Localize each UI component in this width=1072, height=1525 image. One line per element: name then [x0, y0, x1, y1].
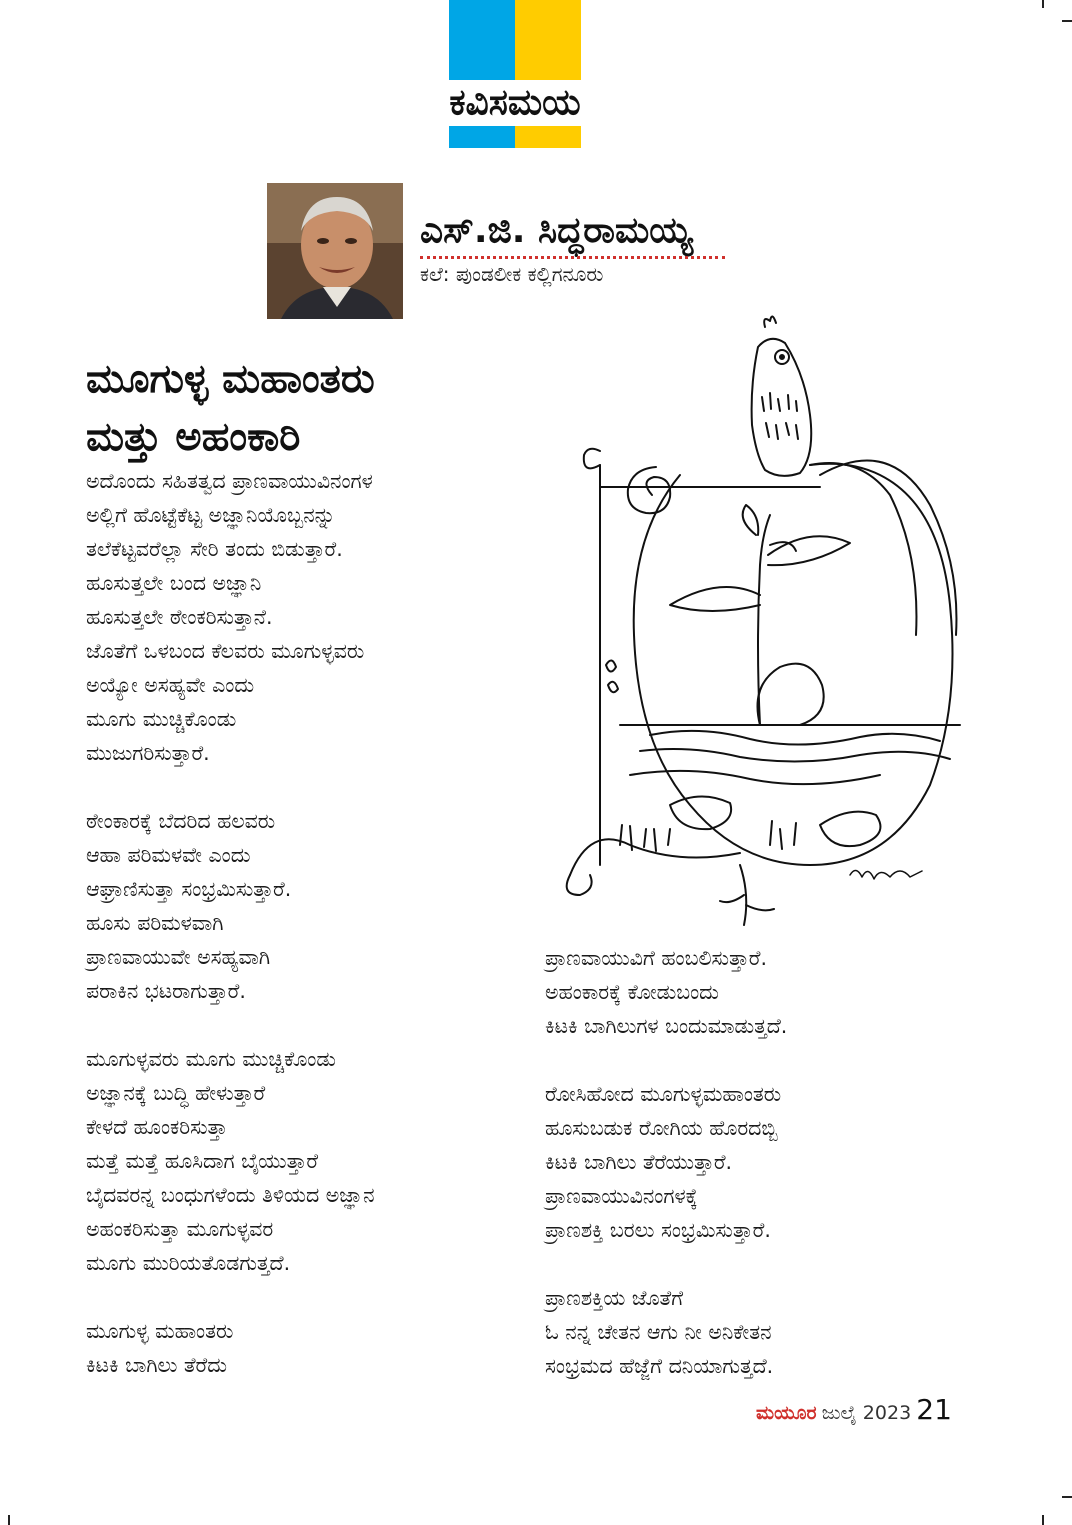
- stanza: [86, 1314, 375, 1382]
- stanza: [545, 1281, 781, 1383]
- magazine-name: ಮಯೂರ: [756, 1402, 817, 1424]
- poem-line: ಓ ನನ್ನ ಚೇತನ ಆಗು ನೀ ಅನಿಕೇತನ: [545, 1320, 772, 1344]
- poem-line: ಅಹಂಕರಿಸುತ್ತಾ ಮೂಗುಳ್ಳವರ: [86, 1217, 274, 1241]
- small-ovals: [606, 660, 618, 692]
- poem-right-column-top: [545, 941, 787, 1043]
- stanza: [86, 1042, 375, 1280]
- poem-line: ಪ್ರಾಣವಾಯುವಿಗೆ ಹಂಬಲಿಸುತ್ತಾರೆ.: [545, 946, 767, 970]
- poem-line: ಆಘ್ರಾಣಿಸುತ್ತಾ ಸಂಭ್ರಮಿಸುತ್ತಾರೆ.: [86, 877, 292, 901]
- page-number: 21: [916, 1393, 952, 1426]
- poem-line: ಅದೊಂದು ಸಹಿತತ್ವದ ಪ್ರಾಣವಾಯುವಿನಂಗಳ: [86, 469, 373, 493]
- stanza: [545, 1077, 781, 1247]
- crop-mark: [1062, 20, 1072, 22]
- poem-left-column: [86, 464, 375, 1382]
- art-credit: ಕಲೆ: ಪುಂಡಲೀಕ ಕಲ್ಲಿಗನೂರು: [420, 262, 604, 286]
- poem-line: ಮೂಗುಳ್ಳ ಮಹಾಂತರು: [86, 1319, 234, 1343]
- crop-mark: [1042, 0, 1044, 8]
- stanza: [86, 804, 375, 1008]
- poem-line: ಹೂಸುತ್ತಲೇ ಠೇಂಕರಿಸುತ್ತಾನೆ.: [86, 605, 273, 629]
- frame-hook: [584, 449, 600, 469]
- poem-line: ಮೂಗು ಮುಚ್ಚಿಕೊಂಡು: [86, 707, 237, 731]
- poem-line: ಮತ್ತೆ ಮತ್ತೆ ಹೂಸಿದಾಗ ಬೈಯುತ್ತಾರೆ: [86, 1149, 319, 1173]
- crop-mark: [8, 1515, 10, 1525]
- poem-line: ರೋಸಿಹೋದ ಮೂಗುಳ್ಳಮಹಾಂತರು: [545, 1082, 782, 1106]
- poem-line: ಪ್ರಾಣಶಕ್ತಿಯ ಜೊತೆಗೆ: [545, 1286, 684, 1310]
- poem-line: ಹೂಸುಬಡುಕ ರೋಗಿಯ ಹೊರದಬ್ಬಿ: [545, 1116, 778, 1140]
- poem-line: ಪ್ರಾಣವಾಯುವೇ ಅಸಹ್ಯವಾಗಿ: [86, 945, 271, 969]
- poem-line: ಕಿಟಕಿ ಬಾಗಿಲು ತೆರೆಯುತ್ತಾರೆ.: [545, 1150, 733, 1174]
- stanza: [86, 464, 375, 770]
- roots: [720, 865, 774, 925]
- poem-line: ಸಂಭ್ರಮದ ಹೆಜ್ಜೆಗೆ ದನಿಯಾಗುತ್ತದೆ.: [545, 1354, 774, 1378]
- issue-date: ಜುಲೈ 2023: [821, 1402, 912, 1424]
- poem-line: ಪರಾಕಿನ ಭಟರಾಗುತ್ತಾರೆ.: [86, 979, 246, 1003]
- poem-title-line: ಮತ್ತು ಅಹಂಕಾರಿ: [86, 414, 301, 460]
- poem-line: ತಲೆಕೆಟ್ಟವರೆಲ್ಲಾ ಸೇರಿ ತಂದು ಬಿಡುತ್ತಾರೆ.: [86, 537, 343, 561]
- poem-line: ಕೇಳದೆ ಹೂಂಕರಿಸುತ್ತಾ: [86, 1115, 228, 1139]
- poem-right-column-bottom: [545, 1077, 781, 1383]
- page-footer: [756, 1393, 952, 1427]
- poem-line: ಪ್ರಾಣಶಕ್ತಿ ಬರಲು ಸಂಭ್ರಮಿಸುತ್ತಾರೆ.: [545, 1218, 771, 1242]
- poem-line: ಅಯ್ಯೋ ಅಸಹ್ಯವೇ ಎಂದು: [86, 673, 255, 697]
- poem-line: ಮೂಗುಳ್ಳವರು ಮೂಗು ಮುಚ್ಚಿಕೊಂಡು: [86, 1047, 336, 1071]
- poem-line: ಪ್ರಾಣವಾಯುವಿನಂಗಳಕ್ಕೆ: [545, 1184, 698, 1208]
- bird-pupil: [780, 355, 784, 359]
- poem-title-line: ಮೂಗುಳ್ಳ ಮಹಾಂತರು: [86, 356, 375, 402]
- ground-loop: [567, 875, 592, 895]
- poem-line: ಮುಜುಗರಿಸುತ್ತಾರೆ.: [86, 741, 210, 765]
- poem-title: [86, 350, 375, 466]
- poem-line: ಮೂಗು ಮುರಿಯತೊಡಗುತ್ತದೆ.: [86, 1251, 291, 1275]
- poem-line: ಅಜ್ಞಾನಕ್ಕೆ ಬುದ್ಧಿ ಹೇಳುತ್ತಾರೆ: [86, 1081, 266, 1105]
- section-badge: [449, 0, 581, 148]
- author-divider: [420, 256, 725, 259]
- crop-mark: [1062, 1496, 1072, 1498]
- spiral: [628, 467, 670, 513]
- poem-line: ಆಹಾ ಪರಿಮಳವೇ ಎಂದು: [86, 843, 251, 867]
- sprout-bud: [743, 505, 759, 535]
- poem-line: ಕಿಟಕಿ ಬಾಗಿಲುಗಳ ಬಂದುಮಾಡುತ್ತದೆ.: [545, 1014, 788, 1038]
- poem-line: ಹೂಸು ಪರಿಮಳವಾಗಿ: [86, 911, 224, 935]
- poem-line: ಅಲ್ಲಿಗೆ ಹೊಟ್ಟೆಕೆಟ್ಟ ಅಜ್ಞಾನಿಯೊಬ್ಬನನ್ನು: [86, 503, 336, 527]
- crop-mark: [1042, 1515, 1044, 1525]
- author-name: ಎಸ್.ಜಿ. ಸಿದ್ಧರಾಮಯ್ಯ: [420, 210, 693, 251]
- poem-line: ಕಿಟಕಿ ಬಾಗಿಲು ತೆರೆದು: [86, 1353, 227, 1377]
- artist-signature: [850, 870, 922, 879]
- water-wave: [650, 731, 940, 745]
- pebble-shape: [670, 796, 731, 829]
- sprout-leaf-left: [670, 587, 760, 611]
- sprout-leaf-right: [768, 536, 850, 565]
- water-wave: [640, 749, 950, 762]
- section-title: ಕವಿಸಮಯ: [449, 82, 581, 123]
- portrait-image: [267, 183, 403, 319]
- bird-feathers: [762, 393, 798, 439]
- author-photo: [267, 183, 403, 319]
- stanza: [545, 941, 787, 1043]
- poem-line: ಠೇಂಕಾರಕ್ಕೆ ಬೆದರಿದ ಹಲವರು: [86, 809, 276, 833]
- poem-line: ಜೊತೆಗೆ ಒಳಬಂದ ಕೆಲವರು ಮೂಗುಳ್ಳವರು: [86, 639, 365, 663]
- bird-crest: [764, 316, 776, 327]
- poem-line: ಹೂಸುತ್ತಲೇ ಬಂದ ಅಜ್ಞಾನಿ: [86, 571, 262, 595]
- grass-strokes: [620, 821, 796, 851]
- pebble-shape: [820, 812, 880, 846]
- poem-line: ಬೈದವರನ್ನ ಬಂಧುಗಳೆಂದು ತಿಳಿಯದ ಅಜ್ಞಾನ: [86, 1183, 375, 1207]
- line-art-illustration: [560, 305, 970, 935]
- egg-shape: [758, 664, 824, 725]
- poem-line: ಅಹಂಕಾರಕ್ಕೆ ಕೋಡುಬಂದು: [545, 980, 719, 1004]
